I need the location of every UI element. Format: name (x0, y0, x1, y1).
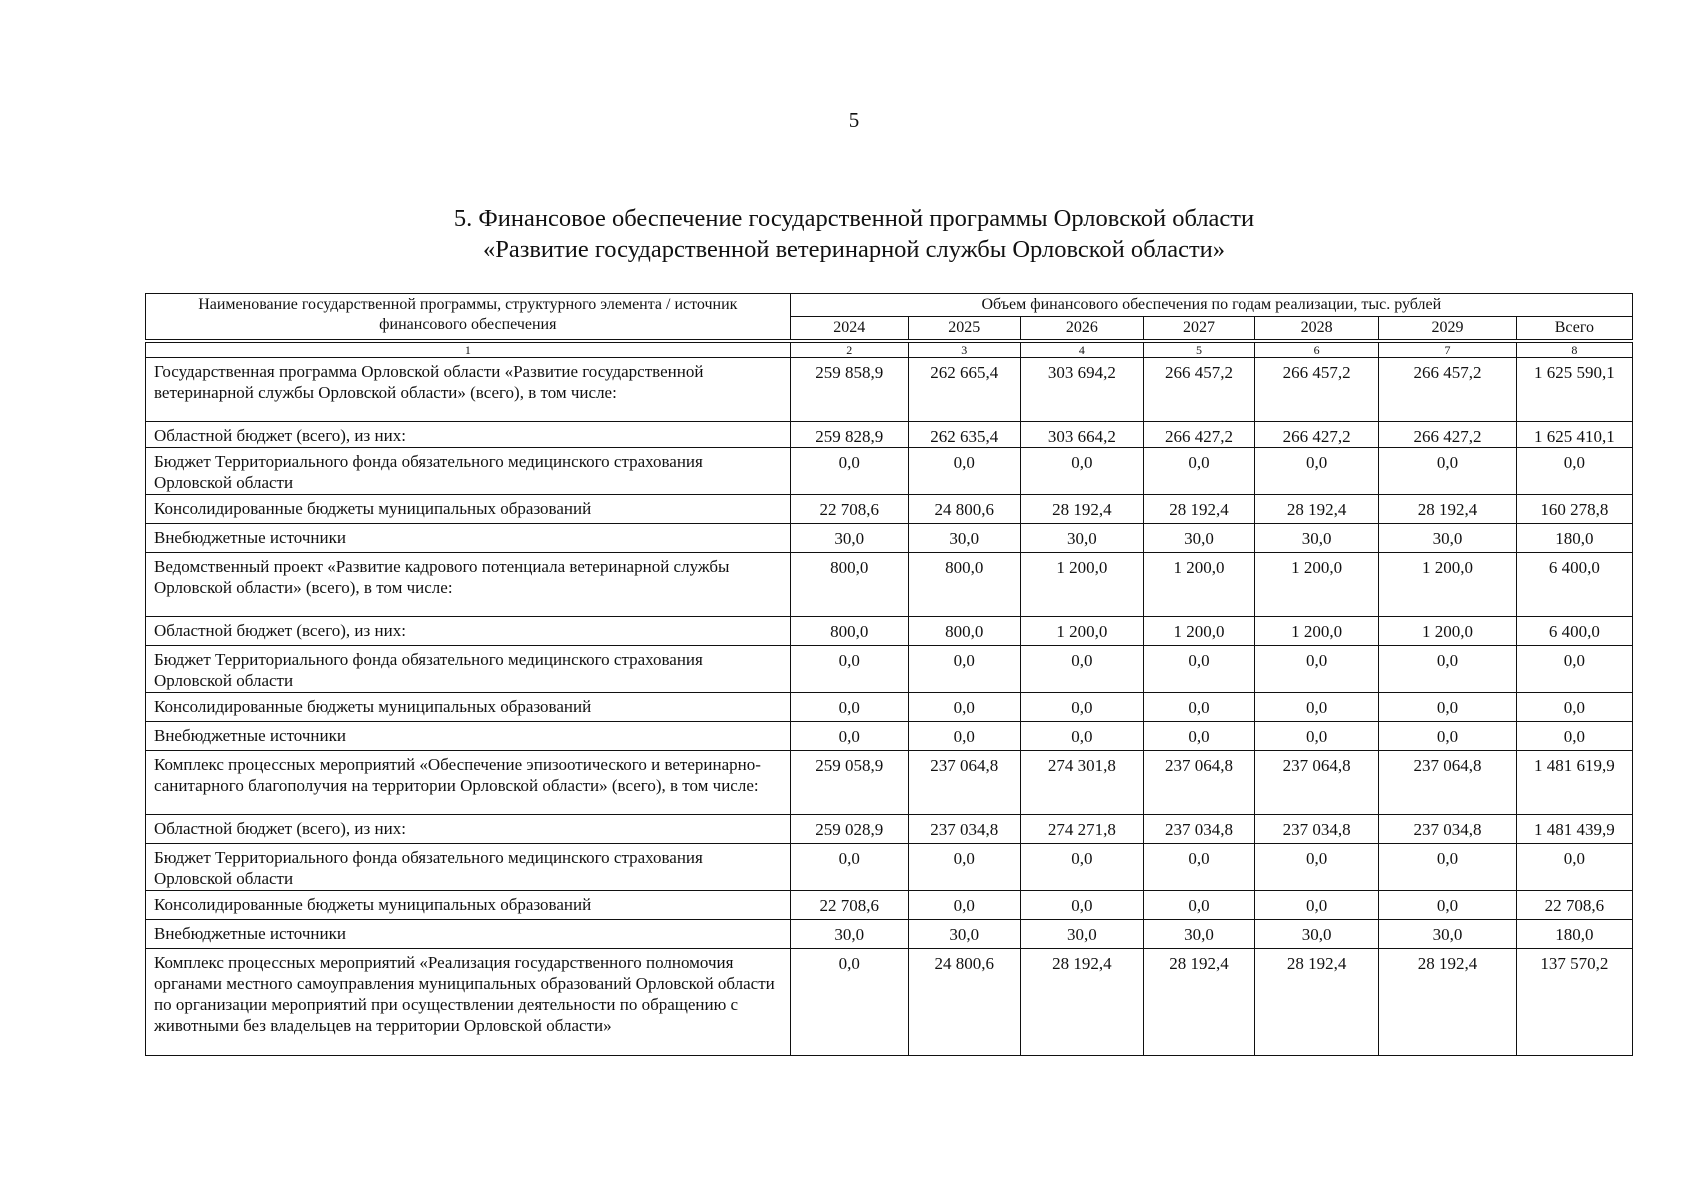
row-value: 237 034,8 (908, 815, 1020, 844)
row-value: 237 064,8 (1144, 751, 1255, 815)
row-value: 28 192,4 (1379, 495, 1516, 524)
row-total: 180,0 (1516, 524, 1632, 553)
row-value: 262 635,4 (908, 422, 1020, 448)
row-value: 1 200,0 (1379, 553, 1516, 617)
row-value: 1 200,0 (1255, 617, 1379, 646)
row-value: 237 064,8 (908, 751, 1020, 815)
row-value: 0,0 (1020, 646, 1143, 693)
row-value: 237 034,8 (1144, 815, 1255, 844)
row-value: 0,0 (1020, 891, 1143, 920)
row-name: Бюджет Территориального фонда обязательного медицинского страхования Орловской области (146, 646, 791, 693)
header-name-column: Наименование государственной программы, структурного элемента / источник финансового обеспечения (146, 294, 791, 340)
row-value: 800,0 (908, 553, 1020, 617)
row-name: Консолидированные бюджеты муниципальных образований (146, 891, 791, 920)
row-value: 259 058,9 (790, 751, 908, 815)
row-value: 30,0 (1379, 920, 1516, 949)
row-total: 0,0 (1516, 844, 1632, 891)
row-value: 0,0 (790, 844, 908, 891)
row-value: 1 200,0 (1379, 617, 1516, 646)
table-row (146, 495, 1633, 524)
row-value: 0,0 (790, 646, 908, 693)
row-value: 0,0 (1255, 646, 1379, 693)
row-value: 266 457,2 (1144, 358, 1255, 422)
row-value: 0,0 (1255, 891, 1379, 920)
row-value: 259 028,9 (790, 815, 908, 844)
table-row (146, 844, 1633, 891)
row-value: 0,0 (790, 722, 908, 751)
row-value: 259 828,9 (790, 422, 908, 448)
column-index: 4 (1020, 343, 1143, 358)
row-value: 24 800,6 (908, 495, 1020, 524)
row-value: 28 192,4 (1020, 949, 1143, 1056)
row-name: Государственная программа Орловской области «Развитие государственной ветеринарной службы Орловской области» (всего), в том числе: (146, 358, 791, 422)
row-total: 1 481 439,9 (1516, 815, 1632, 844)
page-number: 5 (848, 108, 860, 132)
row-value: 0,0 (790, 949, 908, 1056)
row-name: Ведомственный проект «Развитие кадрового потенциала ветеринарной службы Орловской области» (всего), в том числе: (146, 553, 791, 617)
row-value: 262 665,4 (908, 358, 1020, 422)
row-total: 6 400,0 (1516, 553, 1632, 617)
row-value: 0,0 (1144, 844, 1255, 891)
row-total: 1 625 590,1 (1516, 358, 1632, 422)
table-row (146, 358, 1633, 422)
row-value: 303 664,2 (1020, 422, 1143, 448)
row-value: 30,0 (1255, 524, 1379, 553)
row-value: 28 192,4 (1144, 949, 1255, 1056)
row-total: 0,0 (1516, 448, 1632, 495)
header-year: 2029 (1379, 317, 1516, 340)
row-name: Консолидированные бюджеты муниципальных образований (146, 495, 791, 524)
header-year: 2026 (1020, 317, 1143, 340)
row-value: 237 034,8 (1255, 815, 1379, 844)
row-value: 0,0 (1020, 844, 1143, 891)
row-name: Областной бюджет (всего), из них: (146, 617, 791, 646)
column-index: 6 (1255, 343, 1379, 358)
row-total: 1 481 619,9 (1516, 751, 1632, 815)
row-value: 1 200,0 (1144, 553, 1255, 617)
row-value: 0,0 (1255, 722, 1379, 751)
row-name: Областной бюджет (всего), из них: (146, 422, 791, 448)
header-year: 2028 (1255, 317, 1379, 340)
row-name: Бюджет Территориального фонда обязательного медицинского страхования Орловской области (146, 844, 791, 891)
row-name: Бюджет Территориального фонда обязательного медицинского страхования Орловской области (146, 448, 791, 495)
row-value: 28 192,4 (1144, 495, 1255, 524)
row-value: 28 192,4 (1255, 495, 1379, 524)
row-total: 1 625 410,1 (1516, 422, 1632, 448)
row-value: 0,0 (1144, 722, 1255, 751)
row-value: 0,0 (1379, 693, 1516, 722)
row-value: 266 427,2 (1379, 422, 1516, 448)
row-value: 800,0 (908, 617, 1020, 646)
row-value: 0,0 (1020, 722, 1143, 751)
header-total: Всего (1516, 317, 1632, 340)
row-value: 30,0 (1020, 920, 1143, 949)
row-value: 30,0 (1255, 920, 1379, 949)
column-index: 3 (908, 343, 1020, 358)
row-value: 0,0 (790, 448, 908, 495)
row-total: 0,0 (1516, 722, 1632, 751)
row-value: 28 192,4 (1255, 949, 1379, 1056)
header-volume: Объем финансового обеспечения по годам реализации, тыс. рублей (790, 294, 1632, 317)
row-value: 0,0 (1255, 693, 1379, 722)
row-value: 266 427,2 (1144, 422, 1255, 448)
header-row-1 (146, 294, 1633, 317)
title-line-1: 5. Финансовое обеспечение государственной программы Орловской области (453, 205, 1255, 232)
table-row (146, 553, 1633, 617)
row-value: 24 800,6 (908, 949, 1020, 1056)
row-value: 0,0 (1144, 448, 1255, 495)
row-name: Внебюджетные источники (146, 920, 791, 949)
table-row (146, 524, 1633, 553)
row-value: 0,0 (908, 693, 1020, 722)
header-year: 2025 (908, 317, 1020, 340)
row-value: 0,0 (1144, 646, 1255, 693)
row-value: 1 200,0 (1144, 617, 1255, 646)
row-value: 0,0 (1379, 448, 1516, 495)
row-value: 0,0 (1379, 722, 1516, 751)
row-value: 0,0 (1020, 448, 1143, 495)
row-value: 0,0 (1144, 693, 1255, 722)
row-value: 1 200,0 (1020, 553, 1143, 617)
row-value: 0,0 (908, 448, 1020, 495)
document-title (0, 203, 1708, 265)
column-index: 2 (790, 343, 908, 358)
row-value: 0,0 (790, 693, 908, 722)
row-value: 237 064,8 (1379, 751, 1516, 815)
row-value: 0,0 (908, 844, 1020, 891)
row-name: Областной бюджет (всего), из них: (146, 815, 791, 844)
column-index: 7 (1379, 343, 1516, 358)
row-value: 800,0 (790, 617, 908, 646)
table-row (146, 920, 1633, 949)
row-value: 0,0 (1379, 646, 1516, 693)
row-value: 30,0 (1020, 524, 1143, 553)
row-total: 6 400,0 (1516, 617, 1632, 646)
row-value: 0,0 (1379, 891, 1516, 920)
row-value: 28 192,4 (1379, 949, 1516, 1056)
row-value: 266 457,2 (1255, 358, 1379, 422)
column-index-row (146, 343, 1633, 358)
title-line-2: «Развитие государственной ветеринарной службы Орловской области» (482, 236, 1226, 263)
row-value: 30,0 (908, 920, 1020, 949)
row-value: 30,0 (1144, 920, 1255, 949)
table-row (146, 891, 1633, 920)
financing-table (145, 293, 1633, 1056)
row-value: 1 200,0 (1255, 553, 1379, 617)
header-year: 2024 (790, 317, 908, 340)
table-row (146, 448, 1633, 495)
column-index: 1 (146, 343, 791, 358)
row-value: 22 708,6 (790, 495, 908, 524)
row-value: 0,0 (1255, 448, 1379, 495)
table-row (146, 815, 1633, 844)
table-row (146, 617, 1633, 646)
row-value: 30,0 (790, 920, 908, 949)
row-value: 274 271,8 (1020, 815, 1143, 844)
row-value: 0,0 (908, 891, 1020, 920)
row-value: 303 694,2 (1020, 358, 1143, 422)
row-value: 266 457,2 (1379, 358, 1516, 422)
column-index: 8 (1516, 343, 1632, 358)
table-row (146, 949, 1633, 1056)
table-row (146, 722, 1633, 751)
row-total: 160 278,8 (1516, 495, 1632, 524)
row-name: Комплекс процессных мероприятий «Обеспечение эпизоотического и ветеринарно-санитарного благополучия на территории Орловской области» (всего), в том числе: (146, 751, 791, 815)
row-name: Консолидированные бюджеты муниципальных образований (146, 693, 791, 722)
row-value: 800,0 (790, 553, 908, 617)
row-value: 0,0 (1020, 693, 1143, 722)
row-value: 274 301,8 (1020, 751, 1143, 815)
row-value: 259 858,9 (790, 358, 908, 422)
row-total: 180,0 (1516, 920, 1632, 949)
row-name: Комплекс процессных мероприятий «Реализация государственного полномочия органами местного самоуправления муниципальных образований Орловской области по организации мероприятий при осуществлении деятельности по обращению с животными без владельцев на территории Орловской области» (146, 949, 791, 1056)
table-row (146, 422, 1633, 448)
row-name: Внебюджетные источники (146, 524, 791, 553)
row-total: 22 708,6 (1516, 891, 1632, 920)
row-value: 0,0 (908, 722, 1020, 751)
row-value: 0,0 (908, 646, 1020, 693)
row-value: 0,0 (1144, 891, 1255, 920)
row-value: 30,0 (1144, 524, 1255, 553)
row-name: Внебюджетные источники (146, 722, 791, 751)
row-total: 137 570,2 (1516, 949, 1632, 1056)
row-value: 28 192,4 (1020, 495, 1143, 524)
row-value: 30,0 (908, 524, 1020, 553)
row-value: 30,0 (1379, 524, 1516, 553)
row-total: 0,0 (1516, 646, 1632, 693)
row-total: 0,0 (1516, 693, 1632, 722)
row-value: 1 200,0 (1020, 617, 1143, 646)
row-value: 0,0 (1255, 844, 1379, 891)
column-index: 5 (1144, 343, 1255, 358)
row-value: 30,0 (790, 524, 908, 553)
row-value: 22 708,6 (790, 891, 908, 920)
table-row (146, 693, 1633, 722)
table-row (146, 646, 1633, 693)
row-value: 237 034,8 (1379, 815, 1516, 844)
row-value: 237 064,8 (1255, 751, 1379, 815)
row-value: 266 427,2 (1255, 422, 1379, 448)
table-row (146, 751, 1633, 815)
row-value: 0,0 (1379, 844, 1516, 891)
header-year: 2027 (1144, 317, 1255, 340)
